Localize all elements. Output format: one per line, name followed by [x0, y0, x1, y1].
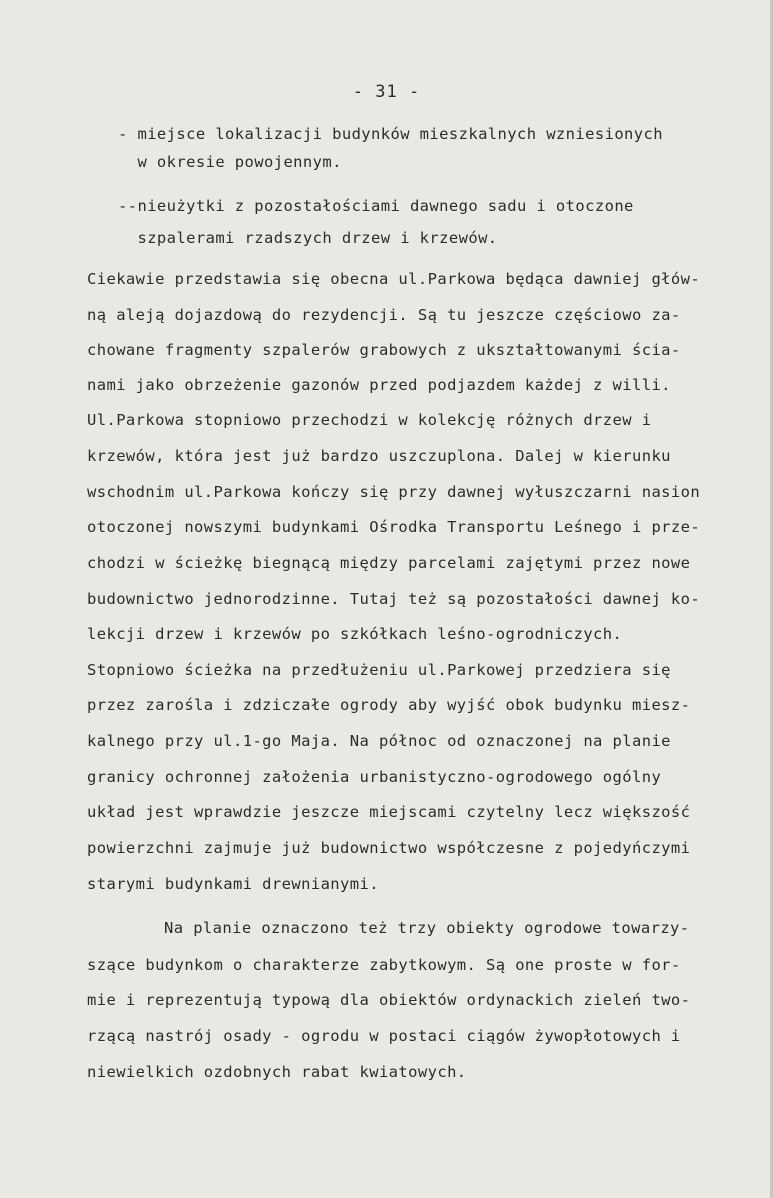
list-item-1-line-1: - miejsce lokalizacji budynków mieszkalnych wzniesionych: [118, 125, 663, 143]
paragraph-1-line: układ jest wprawdzie jeszcze miejscami czytelny lecz większość: [87, 803, 691, 821]
paragraph-1-line: otoczonej nowszymi budynkami Ośrodka Transportu Leśnego i prze-: [87, 518, 701, 536]
list-item-1-line-2: w okresie powojennym.: [118, 153, 342, 171]
paragraph-2-line: niewielkich ozdobnych rabat kwiatowych.: [87, 1063, 467, 1081]
paragraph-1-line: granicy ochronnej założenia urbanistyczno-ogrodowego ogólny: [87, 768, 662, 786]
list-item-2-line-1: --nieużytki z pozostałościami dawnego sadu i otoczone: [118, 197, 634, 215]
paragraph-1-line: chowane fragmenty szpalerów grabowych z ukształtowanymi ścia-: [87, 341, 681, 359]
paragraph-1-line: wschodnim ul.Parkowa kończy się przy dawnej wyłuszczarni nasion: [87, 483, 701, 501]
paragraph-1-line: chodzi w ścieżkę biegnącą między parcelami zajętymi przez nowe: [87, 554, 691, 572]
paragraph-2-line: rzącą nastrój osady - ogrodu w postaci ciągów żywopłotowych i: [87, 1027, 681, 1045]
paragraph-1-line: kalnego przy ul.1-go Maja. Na północ od oznaczonej na planie: [87, 732, 671, 750]
paragraph-2-line: szące budynkom o charakterze zabytkowym. Są one proste w for-: [87, 956, 681, 974]
paragraph-1-line: budownictwo jednorodzinne. Tutaj też są pozostałości dawnej ko-: [87, 590, 701, 608]
paragraph-1-line: powierzchni zajmuje już budownictwo współczesne z pojedyńczymi: [87, 839, 691, 857]
page-number: - 31 -: [352, 82, 421, 102]
paragraph-1-line: Ciekawie przedstawia się obecna ul.Parkowa będąca dawniej głów-: [87, 270, 701, 288]
paragraph-1-line: nami jako obrzeżenie gazonów przed podjazdem każdej z willi.: [87, 376, 671, 394]
paragraph-2-line: Na planie oznaczono też trzy obiekty ogrodowe towarzy-: [164, 919, 690, 937]
paragraph-1-line: Ul.Parkowa stopniowo przechodzi w kolekcję różnych drzew i: [87, 411, 652, 429]
paragraph-1-line: Stopniowo ścieżka na przedłużeniu ul.Parkowej przedziera się: [87, 661, 671, 679]
paragraph-1-line: lekcji drzew i krzewów po szkółkach leśno-ogrodniczych.: [87, 625, 623, 643]
paragraph-1-line: krzewów, która jest już bardzo uszczuplona. Dalej w kierunku: [87, 447, 671, 465]
paragraph-1-line: starymi budynkami drewnianymi.: [87, 875, 379, 893]
paragraph-2-line: mie i reprezentują typową dla obiektów ordynackich zieleń two-: [87, 991, 691, 1009]
paragraph-1-line: ną aleją dojazdową do rezydencji. Są tu jeszcze częściowo za-: [87, 306, 681, 324]
paragraph-1-line: przez zarośla i zdziczałe ogrody aby wyjść obok budynku miesz-: [87, 696, 691, 714]
list-item-2-line-2: szpalerami rzadszych drzew i krzewów.: [118, 229, 498, 247]
